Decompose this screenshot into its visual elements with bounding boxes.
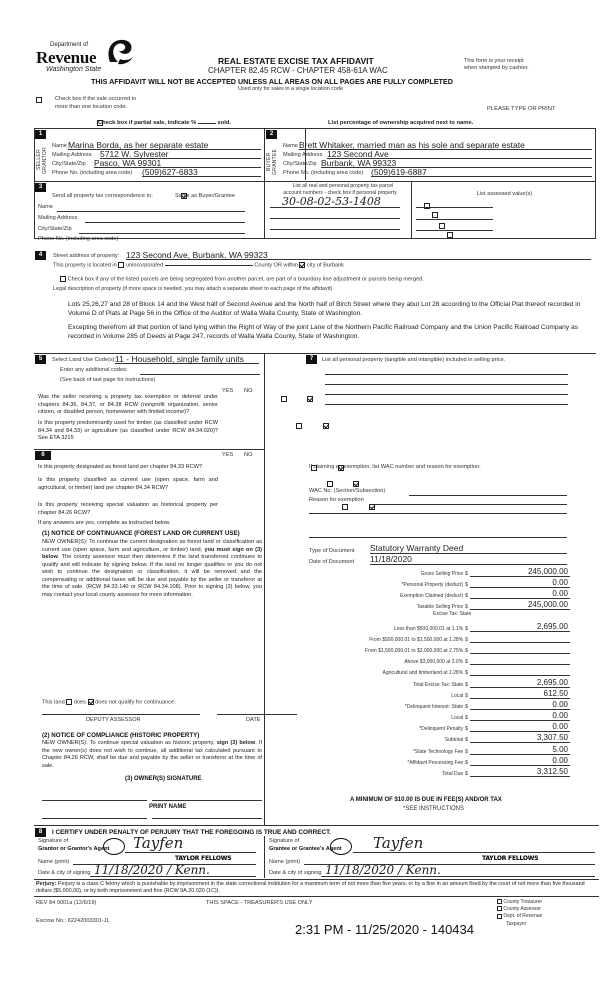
correspondence-name-label: Name [38,204,53,210]
tax-label: Less than $500,000.01 at 1.1% [393,626,464,632]
tax-label: *Personal Property (deduct) [401,582,464,588]
multi-location-checkbox[interactable] [36,97,42,103]
notice-continuance-bold: you must sign on (3) below [42,546,262,560]
personal-property-line-4[interactable] [325,397,568,405]
tax-label: Total Due [442,771,464,777]
section-1-number: 1 [35,130,46,139]
taxpayer-label: Taxpayer [506,920,527,927]
dept-revenue-checkbox[interactable] [497,914,502,919]
perjury-notice [36,881,596,895]
notice-compliance-title: (2) NOTICE OF COMPLIANCE (HISTORIC PROPERTY) [42,732,200,739]
dor-swoosh-icon [104,38,134,66]
technology-fee-field[interactable]: 5.00 [470,745,570,755]
perjury-bold: Perjury: [36,881,57,887]
legal-description-1: Lots 25,26,27 and 28 of Block 14 and the West half of Second Avenue and the North half of Birch Street where they abut Lot 28 according to the Official Plat thereof recorded in Volume D of Plats at Page 56 in the Office of the Auditor of Walla Walla County, State of Washington. [68,301,581,317]
grantee-agent-circle [330,838,352,855]
tax-row-delinquent-interest-state: *Delinquent Interest: State $ 0.00 [305,699,570,710]
personal-property-deduct-field[interactable]: 0.00 [470,578,570,588]
located-in-row [53,262,344,268]
correspondence-name-field[interactable] [57,204,245,212]
seller-name-field[interactable]: Marina Borda, as her separate estate [68,140,261,150]
buyer-name-label: Name [283,143,298,149]
county-field[interactable] [165,265,253,266]
section6-question-3: Is this property receiving special valuation as historical property per chapter 84.26 RCW? [38,502,218,516]
deputy-assessor-signature-field[interactable] [42,711,200,715]
segregated-row [60,276,424,282]
grantee-signature-label-1: Signature of [269,838,300,844]
treasurer-use-only: THIS SPACE - TREASURER'S USE ONLY [206,900,313,906]
delinquent-interest-state-field[interactable]: 0.00 [470,700,570,710]
copy-county-treasurer [497,899,542,906]
owner-signature-label: (3) OWNER(S) SIGNATURE [125,776,202,782]
tax-row-processing-fee: *Affidavit Processing Fee $ 0.00 [305,755,570,766]
tax-label: *Affidavit Processing Fee [407,760,464,766]
tax-label: *Delinquent Penalty [419,726,464,732]
grantor-signature-label-1: Signature of [38,838,69,844]
buyer-phone-label: Phone No. (including area code) [283,170,364,176]
tax-label: Exemption Claimed (deduct) [400,593,464,599]
tax-label: *State Technology Fee [412,749,464,755]
section6-no-header: NO [244,452,253,458]
parcel-number-field-2[interactable] [270,211,400,219]
taxable-selling-price-field[interactable]: 245,000.00 [470,600,570,610]
subtotal-field[interactable]: 3,307.50 [470,733,570,743]
grantee-name-stamp: TAYLOR FELLOWS [482,855,539,862]
assessed-value-field-3[interactable] [416,223,493,231]
exemption-claimed-field[interactable]: 0.00 [470,589,570,599]
buyer-name-field[interactable]: Brett Whitaker, married man as his sole and separate estate [299,140,592,150]
document-date-label: Date of Document [309,559,355,565]
grantor-signature-field[interactable]: Tayfen [125,833,256,853]
section-5-number: 5 [35,355,46,364]
county-treasurer-checkbox[interactable] [497,899,502,904]
excise-tax-state-heading: Excise Tax: State [433,611,472,617]
send-correspondence-label: Send all property tax correspondence to: [52,193,153,199]
county-or-within-text: County OR within [254,262,298,269]
section6-q2-no-checkbox[interactable] [353,481,359,487]
tax-row-technology-fee: *State Technology Fee $ 5.00 [305,744,570,755]
notice-compliance-text [42,740,262,770]
assessed-value-header: List assessed value(s) [476,191,533,197]
does-text: does [73,699,86,706]
logo-revenue: Revenue [36,48,97,67]
section5-question-1: Was the seller receiving a property tax exemption or deferral under chapters 84.36, 84.37, or 84.38 RCW (nonprofit organization, senior citizen, or disabled person, homeowner with limited income)? [38,394,218,415]
grantor-agent-circle [103,838,125,855]
minimum-due-note: A MINIMUM OF $10.00 IS DUE IN FEE(S) AND/OR TAX [350,797,502,803]
street-address-field[interactable]: 123 Second Ave, Burbank, WA 99323 [126,250,591,260]
buyer-city-label: City/State/Zip [283,161,317,167]
agricultural-tax-field[interactable] [470,675,570,676]
tax-row-total-excise-local: Local $ 612.50 [305,688,570,699]
correspondence-city-field[interactable] [79,226,245,234]
perjury-certification: I CERTIFY UNDER PENALTY OF PERJURY THAT THE FOREGOING IS TRUE AND CORRECT. [52,829,332,836]
county-treasurer-label: County Treasurer [503,899,543,905]
single-location-note: Used only for sales in a single location code [238,86,343,92]
copy-county-assessor [497,906,542,913]
gross-selling-price-field[interactable]: 245,000.00 [470,567,570,577]
parcel-header-1: List all real and personal property tax parcel [292,183,394,189]
treasurer-receipt-stamp: 2:31 PM - 11/25/2020 - 140434 [295,922,474,937]
section5-q2-yes-checkbox[interactable] [296,423,302,429]
grantee-date-city-field[interactable]: 11/18/2020 / Kenn. [321,863,595,877]
print-name-field-2[interactable] [152,815,262,819]
deputy-assessor-label: DEPUTY ASSESSOR [86,717,141,723]
dept-revenue-label: Dept. of Revenue [503,913,543,920]
tax-row-tier-1: Less than $500,000.01 at 1.1% $ 2,695.00 [305,621,570,632]
does-qualify-checkbox[interactable] [66,699,72,705]
notice-compliance-bold: sign (3) below [216,740,256,746]
correspondence-mailing-label: Mailing Address [38,215,78,221]
tax-label: Above $3,000,000 at 3.0% [404,659,464,665]
delinquent-penalty-field[interactable]: 0.00 [470,722,570,732]
assessed-value-field-2[interactable] [416,212,493,220]
section5-q1-yes-checkbox[interactable] [281,396,287,402]
grantee-name-print-label: Name (print) [269,859,301,865]
section-8-number: 8 [35,828,46,837]
grantor-signature-label-2: Grantor or Grantor's Agent [38,846,110,852]
grantor-date-city-label: Date & city of signing [38,870,91,876]
multi-location-label-2: more than one location code. [55,104,128,110]
tax-label: Agricultural and timberland at 1.28% [382,670,464,676]
tax-row-total-due: Total Due $ 3,312.50 [305,766,570,777]
grantor-date-city-field[interactable]: 11/18/2020 / Kenn. [90,863,256,877]
wac-number-field[interactable] [409,488,567,496]
section5-q1-no-checkbox[interactable] [307,396,313,402]
seller-city-field[interactable]: Pasco, WA 99301 [94,158,261,168]
parcel-number-field-1[interactable]: 30-08-02-53-1408 [270,196,400,208]
tax-row-exemption-claimed: Exemption Claimed (deduct) $ 0.00 [305,588,570,599]
tax-label: *Delinquent Interest: State [404,704,464,710]
correspondence-phone-label: Phone No. (including area code) [38,236,119,242]
personal-property-line-2[interactable] [325,377,568,385]
personal-property-line-3[interactable] [325,387,568,395]
section6-q2-yes-checkbox[interactable] [327,481,333,487]
segregated-checkbox[interactable] [60,276,66,282]
delinquent-interest-local-field[interactable]: 0.00 [470,711,570,721]
partial-sale-percent-field[interactable] [198,123,216,124]
section-6-number: 6 [35,451,51,460]
grantor-name-print-label: Name (print) [38,859,70,865]
tax-row-taxable-selling-price: Taxable Selling Price $ 245,000.00 [305,599,570,610]
tax-row-tier-4: Above $3,000,000 at 3.0% $ [305,654,570,665]
seller-mailing-field[interactable]: 5712 W. Sylvester [100,149,261,159]
tier-1-tax-field[interactable]: 2,695.00 [470,622,570,632]
notice-continuance-text [42,539,262,599]
if-yes-note: If any answers are yes, complete as instructed below. [38,520,171,526]
tax-row-tier-2: From $500,000.01 to $1,500,000 at 1.28% $ [305,632,570,643]
seller-name-label: Name [52,143,67,149]
seller-phone-label: Phone No. (including area code) [52,170,133,176]
grantee-date-city-label: Date & city of signing [269,870,322,876]
seller-mailing-label: Mailing Address [52,152,92,158]
county-assessor-checkbox[interactable] [497,906,502,911]
tax-label: Subtotal [444,737,464,743]
section5-question-2: Is this property predominantly used for timber (as classified under RCW 84.34 and 84.33) or agriculture (as classified under RCW 84.34.020)? See ETA 3215 [38,420,218,441]
land-use-label: Select Land Use Code(s): [52,357,117,363]
exemption-label: If claiming an exemption, list WAC number and reason for exemption: [309,464,481,470]
tax-row-gross-selling-price: Gross Selling Price $ 245,000.00 [305,566,570,577]
notice-continuance-title: (1) NOTICE OF CONTINUANCE (FOREST LAND OR CURRENT USE) [42,530,240,537]
legal-description-2: Excepting therefrom all that portion of land lying within the Right of Way of the joint Lane of the Northern Pacific Railroad Company and the Union Pacific Railroad Company as recorded in Volume 285 of Deeds at Page 247, records of Walla Walla County, State of Washington. [68,324,578,340]
continuance-row [42,699,176,705]
section5-no-header: NO [244,388,253,394]
form-subtitle: CHAPTER 82.45 RCW - CHAPTER 458-61A WAC [208,66,388,75]
assessed-value-field-1[interactable] [416,200,493,208]
tax-label: Taxable Selling Price [416,604,464,610]
copy-taxpayer [497,921,542,928]
tax-row-subtotal: Subtotal $ 3,307.50 [305,732,570,743]
total-due-field[interactable]: 3,312.50 [470,767,570,777]
tax-row-delinquent-interest-local: Local $ 0.00 [305,710,570,721]
tax-label: Local [451,693,464,699]
does-not-qualify-checkbox[interactable] [88,699,94,705]
city-of-text: city of Burbank [306,262,344,269]
receipt-note-1: This form is your receipt [464,58,524,64]
tax-label: From $500,000.01 to $1,500,000 at 1.28% [369,637,464,643]
print-name-label: PRINT NAME [149,804,187,810]
ownership-note: List percentage of ownership acquired next to name. [328,120,474,126]
assessor-date-label: DATE [246,717,261,723]
print-name-field-1[interactable] [42,815,147,819]
this-land-text: This land [42,699,65,706]
tax-label: Gross Selling Price [420,571,464,577]
perjury-text: Perjury is a class C felony which is punishable by imprisonment in the state correctional institution for a maximum term of not more than five years, or by a fine in an amount fixed by the court of not more than five thousand dollars ($5,000.00), or by both imprisonment and fine (RCW 9A.20.020 (1C)). [36,881,585,894]
owner-signature-field-1[interactable] [42,797,147,801]
copy-distribution-list [497,899,542,928]
segregated-text: Check box if any of the listed parcels are being segregated from another parcel, are part of a boundary line adjustment or parcels being merged. [67,276,424,283]
buyer-grantee-side-label: BUYER GRANTEE [266,148,278,176]
tax-row-delinquent-penalty: *Delinquent Penalty $ 0.00 [305,721,570,732]
assessor-date-field[interactable] [217,711,297,715]
personal-property-line-1[interactable] [325,367,568,375]
notice-continuance-text-a: NEW OWNER(S): To continue the current designation as forest land or classification as current use (open space, farm and agriculture, or timber) land, [42,539,262,553]
section5-yes-header: YES [222,388,234,394]
tax-row-agricultural: Agricultural and timberland at 1.28% $ [305,665,570,676]
section5-q2-no-checkbox[interactable] [323,423,329,429]
grantor-name-stamp: TAYLOR FELLOWS [175,855,232,862]
correspondence-city-label: City/State/Zip [38,226,72,232]
parcel-header-2: account numbers - check box if personal property [283,190,397,196]
document-date-field[interactable]: 11/18/2020 [370,554,567,565]
personal-property-label: List all personal property (tangible and intangible) included in selling price. [322,357,506,363]
within-city-checkbox[interactable] [299,262,305,268]
tax-row-total-excise-state: Total Excise Tax: State $ 2,695.00 [305,677,570,688]
warning-banner: THIS AFFIDAVIT WILL NOT BE ACCEPTED UNLESS ALL AREAS ON ALL PAGES ARE FULLY COMPLETED [91,77,453,86]
section-7-number: 7 [306,355,317,364]
exemption-divider [309,530,567,538]
copy-dept-revenue [497,913,542,920]
form-title: REAL ESTATE EXCISE TAX AFFIDAVIT [218,56,374,66]
located-in-text: This property is located in [53,262,117,269]
document-type-label: Type of Document [309,548,355,554]
notice-continuance-text-b: . The county assessor must then determine if the land transferred continues to qualify and will indicate by signing below. If the land no longer qualifies or you do not wish to continue the designation or classification, it will be removed and the compensating or additional taxes will be due and payable by the seller or transferor at the time of sale. (RCW 84.33.140 or RCW 84.34.108). Prior to signing (3) below, you may contact your local county assessor for more information. [42,554,262,598]
receipt-note-2: when stamped by cashier. [464,65,529,71]
legal-description-label: Legal description of property (if more space is needed, you may attach a separate sheet to each page of the affidavit) [53,286,333,292]
buyer-city-field[interactable]: Burbank, WA 99323 [321,158,592,168]
street-address-label: Street address of property: [53,253,120,259]
processing-fee-field[interactable]: 0.00 [470,756,570,766]
section6-question-1: Is this property designated as forest land per chapter 84.33 RCW? [38,464,203,470]
tax-row-tier-3: From $1,500,000.01 to $3,000,000 at 2.75% $ [305,643,570,654]
buyer-mailing-field[interactable]: 123 Second Ave [327,149,592,159]
seller-city-label: City/State/Zip [52,161,86,167]
unincorporated-text: unincorporated [125,262,164,269]
tax-label: Local [451,715,464,721]
section6-question-2: Is this property classified as current use (open space, farm and agricultural, or timber) land per chapter 84.34 RCW? [38,477,218,491]
notice-compliance-text-a: NEW OWNER(S): To continue special valuation as historic property, [42,740,217,746]
correspondence-mailing-field[interactable] [85,215,245,223]
partial-sale-sold-text: sold. [217,120,232,126]
unincorporated-checkbox[interactable] [118,262,124,268]
total-excise-state-field[interactable]: 2,695.00 [470,678,570,688]
buyer-phone-field[interactable]: (509)619-6887 [371,167,592,177]
partial-sale-label [98,120,231,126]
section-4-number: 4 [35,251,46,260]
logo-department-of: Department of [50,42,89,48]
multi-location-label-1: Check box if the sale occurred in [55,96,137,102]
see-back-note: (See back of last page for instructions) [60,377,156,383]
land-use-field[interactable]: 11 - Household, single family units [115,354,259,364]
logo-washington-state: Washington State [46,66,102,73]
dor-logo [36,38,136,78]
owner-signature-field-2[interactable] [152,797,262,801]
section-3-number: 3 [35,183,46,192]
tax-row-personal-property: *Personal Property (deduct) $ 0.00 [305,577,570,588]
see-instructions-note: *SEE INSTRUCTIONS [403,806,465,812]
county-assessor-label: County Assessor [503,906,541,913]
tax-label: From $1,500,000.01 to $3,000,000 at 2.75% [365,648,464,654]
total-excise-local-field[interactable]: 612.50 [470,689,570,699]
seller-phone-field[interactable]: (509)627-6833 [142,167,261,177]
parcel-number-field-3[interactable] [270,222,400,230]
escrow-number: Escrow No.: 62242003301-JL [36,918,110,924]
exemption-reason-label: Reason for exemption [309,497,364,503]
exemption-reason-field[interactable] [375,497,567,505]
grantee-signature-field[interactable]: Tayfen [353,833,595,853]
additional-codes-label: Enter any additional codes: [60,367,128,373]
please-type-note: PLEASE TYPE OR PRINT [487,106,556,112]
notice-compliance-text-b: . If the new owner(s) does not wish to continue, all additional tax calculated pursuant to Chapter 84.26 RCW, shall be due and payable by the seller or transferor at the time of sale. [42,740,262,769]
document-type-field[interactable]: Statutory Warranty Deed [370,543,567,554]
wac-number-label: WAC No. (Section/Subsection) [309,488,386,494]
exemption-reason-field-2[interactable] [309,506,567,514]
grantee-signature-label-2: Grantee or Grantee's Agent [269,846,342,852]
buyer-mailing-label: Mailing Address [283,152,323,158]
tax-label: Total Excise Tax: State [412,682,464,688]
partial-sale-text: Check box if partial sale, indicate % [98,120,197,126]
does-not-text: does not qualify for continuance. [95,699,176,706]
same-as-buyer-label: Same as Buyer/Grantee [175,193,236,199]
additional-codes-field[interactable] [140,367,260,375]
section-2-number: 2 [266,130,277,139]
form-number: REV 84 0001a (12/6/19) [36,900,97,906]
seller-grantor-side-label: SELLER GRANTOR [36,146,48,174]
section6-yes-header: YES [222,452,234,458]
